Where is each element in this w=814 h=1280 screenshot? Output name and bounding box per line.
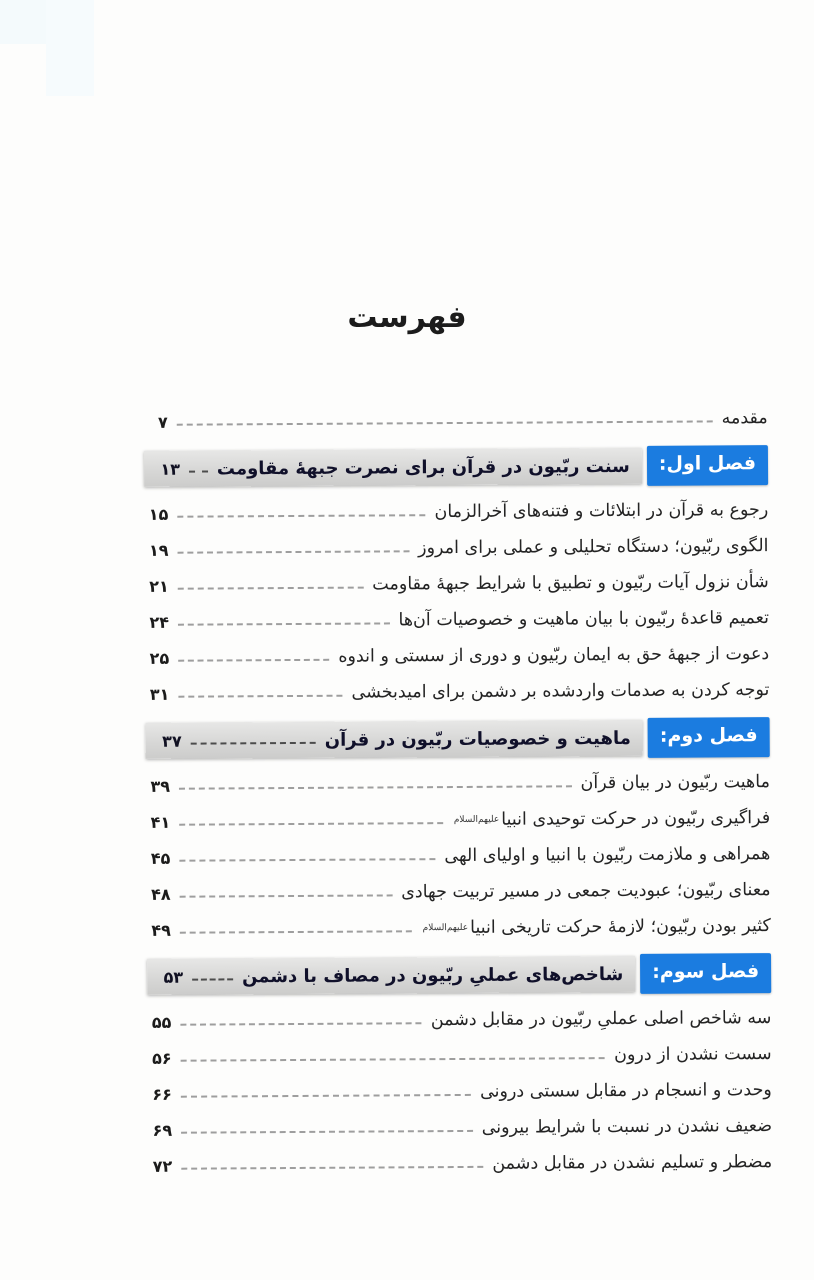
dotted-leader bbox=[181, 1057, 605, 1062]
dotted-leader bbox=[180, 894, 393, 897]
toc-entry bbox=[148, 1036, 772, 1076]
toc-entry bbox=[145, 672, 769, 712]
dotted-leader bbox=[178, 550, 410, 553]
page-title: فهرست bbox=[347, 300, 467, 335]
toc-entry bbox=[147, 908, 771, 948]
entry-page-number: ۵۶ bbox=[152, 1048, 172, 1068]
honorific-mark: علیهم‌السلام bbox=[453, 814, 500, 825]
entry-page-number: ۷ bbox=[157, 412, 168, 432]
entry-title: معنای ربّیون؛ عبودیت جمعی در مسیر تربیت جهادی bbox=[401, 880, 771, 903]
entry-title: ماهیت ربّیون در بیان قرآن bbox=[580, 772, 771, 794]
chapter-title-bar bbox=[146, 720, 643, 759]
entry-title: مضطر و تسلیم نشدن در مقابل دشمن bbox=[492, 1152, 773, 1174]
entry-title: تعمیم قاعدۀ ربّیون با بیان ماهیت و خصوصیات آن‌ها bbox=[398, 608, 770, 631]
chapter-page-number: ۱۳ bbox=[160, 459, 181, 479]
entry-page-number: ۵۵ bbox=[151, 1012, 172, 1032]
dotted-leader bbox=[177, 420, 713, 425]
entry-page-number: ۶۶ bbox=[152, 1084, 172, 1104]
entry-page-number: ۳۹ bbox=[150, 776, 171, 796]
toc-entry bbox=[146, 800, 770, 840]
dotted-leader bbox=[177, 514, 425, 518]
entry-page-number: ۲۵ bbox=[149, 648, 170, 668]
dotted-leader bbox=[178, 695, 342, 698]
entry-title: سه شاخص اصلی عملیِ ربّیون در مقابل دشمن bbox=[430, 1008, 772, 1031]
entry-title: مقدمه bbox=[721, 408, 768, 429]
entry-title: شأن نزول آیات ربّیون و تطبیق با شرایط جبهۀ مقاومت bbox=[372, 572, 769, 595]
dotted-leader bbox=[179, 822, 443, 826]
chapter-title: ماهیت و خصوصیات ربّیون در قرآن bbox=[324, 727, 631, 751]
dotted-leader bbox=[180, 930, 412, 933]
entry-title: کثیر بودن ربّیون؛ لازمۀ حرکت تاریخی انبیا bbox=[470, 916, 771, 938]
entry-page-number: ۷۲ bbox=[152, 1156, 173, 1176]
toc-entry-intro bbox=[144, 400, 768, 440]
chapter-header bbox=[144, 444, 768, 490]
dotted-leader bbox=[191, 742, 316, 745]
toc-entry bbox=[145, 636, 769, 676]
toc-entry bbox=[148, 1108, 772, 1148]
toc-entry bbox=[145, 564, 769, 604]
chapter-label-chip: فصل اول: bbox=[647, 445, 768, 486]
dotted-leader bbox=[179, 785, 572, 789]
entry-page-number: ۴۹ bbox=[151, 920, 171, 940]
dotted-leader bbox=[192, 978, 233, 980]
toc-entry bbox=[146, 836, 770, 876]
toc-entry bbox=[146, 764, 770, 804]
entry-page-number: ۳۱ bbox=[149, 684, 170, 704]
entry-page-number: ۴۱ bbox=[150, 812, 171, 832]
entry-title: دعوت از جبهۀ حق به ایمان ربّیون و دوری از سستی و اندوه bbox=[338, 644, 770, 667]
toc-entry bbox=[147, 1000, 771, 1040]
chapter-title-bar bbox=[144, 448, 642, 487]
entry-title: سست نشدن از درون bbox=[614, 1044, 772, 1066]
toc-entry bbox=[147, 872, 771, 912]
dotted-leader bbox=[178, 659, 329, 662]
chapter-title: شاخص‌های عملیِ ربّیون در مصاف با دشمن bbox=[241, 963, 624, 987]
honorific-mark: علیهم‌السلام bbox=[422, 922, 469, 933]
entry-page-number: ۱۵ bbox=[148, 504, 169, 524]
chapter-page-number: ۵۳ bbox=[163, 967, 184, 987]
dotted-leader bbox=[178, 587, 364, 590]
entry-title: همراهی و ملازمت ربّیون با انبیا و اولیای الهی bbox=[444, 844, 771, 867]
entry-page-number: ۲۴ bbox=[149, 612, 170, 632]
chapter-header bbox=[146, 716, 770, 762]
dotted-leader bbox=[189, 471, 208, 473]
dotted-leader bbox=[181, 1094, 471, 1098]
entry-title: رجوع به قرآن در ابتلائات و فتنه‌های آخرالزمان bbox=[434, 500, 769, 523]
entry-page-number: ۶۹ bbox=[152, 1120, 173, 1140]
toc-entry bbox=[148, 1072, 772, 1112]
entry-title: فراگیری ربّیون در حرکت توحیدی انبیا bbox=[501, 808, 771, 830]
entry-title: وحدت و انسجام در مقابل سستی درونی bbox=[479, 1080, 772, 1102]
dotted-leader bbox=[180, 1022, 421, 1025]
dotted-leader bbox=[181, 1130, 473, 1134]
entry-title: ضعیف نشدن در نسبت با شرایط بیرونی bbox=[481, 1116, 773, 1138]
dotted-leader bbox=[179, 858, 435, 862]
entry-title: الگوی ربّیون؛ دستگاه تحلیلی و عملی برای امروز bbox=[418, 536, 769, 559]
entry-page-number: ۴۵ bbox=[150, 848, 171, 868]
dotted-leader bbox=[178, 622, 390, 625]
chapter-label-chip: فصل سوم: bbox=[640, 953, 771, 994]
entry-page-number: ۲۱ bbox=[149, 576, 169, 596]
entry-title: توجه کردن به صدمات واردشده بر دشمن برای امیدبخشی bbox=[351, 680, 770, 703]
chapter-title-bar bbox=[147, 956, 635, 995]
toc-entry bbox=[148, 1144, 772, 1184]
dotted-leader bbox=[181, 1166, 483, 1170]
scan-corner-artifact bbox=[46, 0, 94, 96]
chapter-title: سنت ربّیون در قرآن برای نصرت جبهۀ مقاومت bbox=[216, 455, 630, 479]
chapter-header bbox=[147, 952, 771, 998]
chapter-label-chip: فصل دوم: bbox=[648, 717, 770, 758]
entry-page-number: ۴۸ bbox=[151, 884, 171, 904]
toc-entry bbox=[144, 492, 768, 532]
toc-entry bbox=[145, 600, 769, 640]
entry-page-number: ۱۹ bbox=[148, 540, 169, 560]
toc-entry bbox=[144, 528, 768, 568]
chapter-page-number: ۳۷ bbox=[162, 731, 182, 751]
table-of-contents bbox=[144, 400, 773, 1184]
